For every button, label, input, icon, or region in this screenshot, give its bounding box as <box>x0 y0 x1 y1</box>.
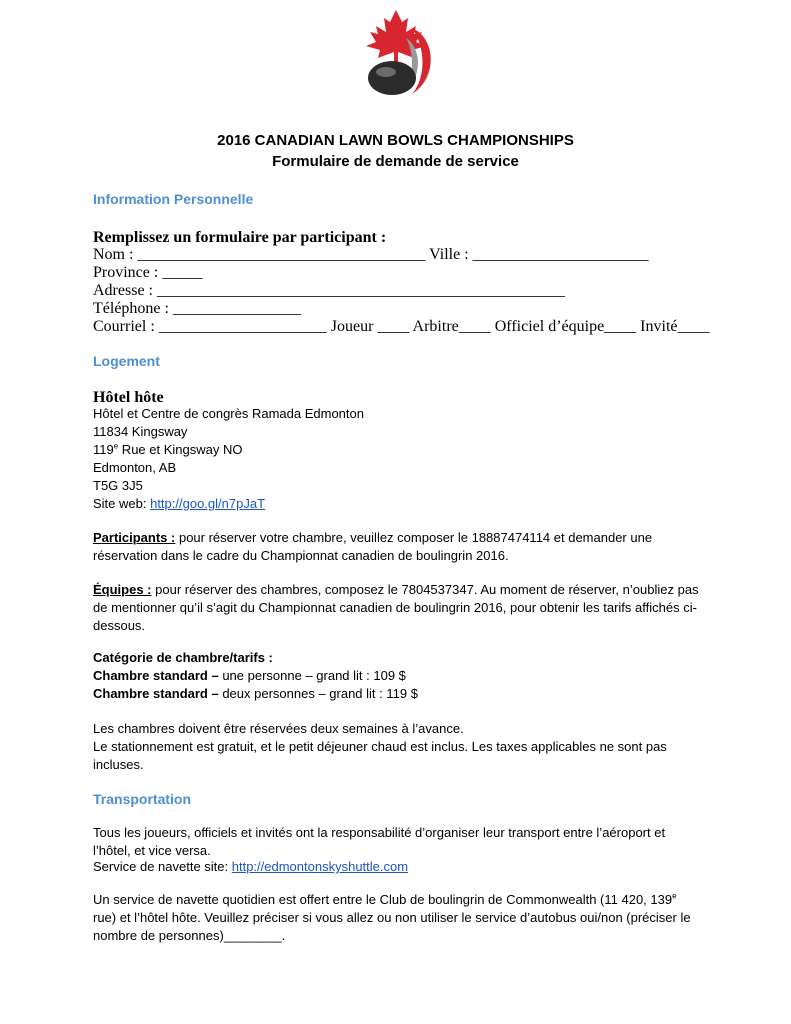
hotel-address-block <box>93 405 713 513</box>
field-courriel-role: Courriel : _____________________ Joueur ____ Arbitre____ Officiel d’équipe____ Invité____ <box>93 318 710 335</box>
field-adresse: Adresse : ___________________________________________________ <box>93 282 565 299</box>
document-title: 2016 CANADIAN LAWN BOWLS CHAMPIONSHIPS <box>217 132 574 149</box>
booking-note: Les chambres doivent être réservées deux semaines à l’avance. <box>93 721 464 736</box>
maple-leaf-lawn-bowl-logo-icon <box>356 8 440 100</box>
shuttle-service-line: Service de navette site: http://edmontonskyshuttle.com <box>93 859 409 874</box>
daily-shuttle-paragraph: Un service de navette quotidien est offert entre le Club de boulingrin de Commonwealth (11 420, 139e rue) et l’hôtel hôte. Veuillez préciser si vous allez ou non utiliser le service d’autobus oui/non (préciser le nombre de personnes)________. <box>93 891 691 943</box>
room-rates <box>93 649 703 703</box>
hotel-heading: Hôtel hôte <box>93 389 164 406</box>
section-heading-lodging: Logement <box>93 353 160 369</box>
field-province: Province : _____ <box>93 264 203 281</box>
teams-paragraph: Équipes : pour réserver des chambres, composez le 7804537347. Au moment de réserver, n’oubliez pas de mentionner qu’il s’agit du Championnat canadien de boulingrin 2016, pour obtenir les tarifs affichés ci-dessous. <box>93 582 699 633</box>
form-instruction: Remplissez un formulaire par participant : <box>93 229 387 246</box>
field-telephone: Téléphone : ________________ <box>93 300 301 317</box>
hotel-address-line1: 11834 Kingsway <box>93 424 188 439</box>
hotel-city: Edmonton, AB <box>93 460 177 475</box>
section-heading-transport: Transportation <box>93 791 192 807</box>
field-nom-ville: Nom : ____________________________________ Ville : ______________________ <box>93 246 649 263</box>
room-rate-single: Chambre standard – une personne – grand lit : 109 $ <box>93 668 406 683</box>
hotel-website-link[interactable]: http://goo.gl/n7pJaT <box>150 496 266 511</box>
room-rate-double: Chambre standard – deux personnes – grand lit : 119 $ <box>93 686 418 701</box>
section-heading-personal: Information Personnelle <box>93 191 254 207</box>
hotel-website: Site web: http://goo.gl/n7pJaT <box>93 496 266 511</box>
transport-responsibility: Tous les joueurs, officiels et invités ont la responsabilité d’organiser leur transport entre l’aéroport et l’hôtel, et vice versa. <box>93 825 666 858</box>
room-category-heading: Catégorie de chambre/tarifs : <box>93 650 273 665</box>
participants-paragraph: Participants : pour réserver votre chambre, veuillez composer le 18887474114 et demander une réservation dans le cadre du Championnat canadien de boulingrin 2016. <box>93 530 653 563</box>
hotel-postal-code: T5G 3J5 <box>93 478 143 493</box>
hotel-address-line2: 119e Rue et Kingsway NO <box>93 441 243 457</box>
hotel-name: Hôtel et Centre de congrès Ramada Edmonton <box>93 406 364 421</box>
document-subtitle: Formulaire de demande de service <box>272 153 519 170</box>
parking-breakfast-note: Le stationnement est gratuit, et le petit déjeuner chaud est inclus. Les taxes applicables ne sont pas incluses. <box>93 739 667 772</box>
shuttle-website-link[interactable]: http://edmontonskyshuttle.com <box>231 859 409 874</box>
